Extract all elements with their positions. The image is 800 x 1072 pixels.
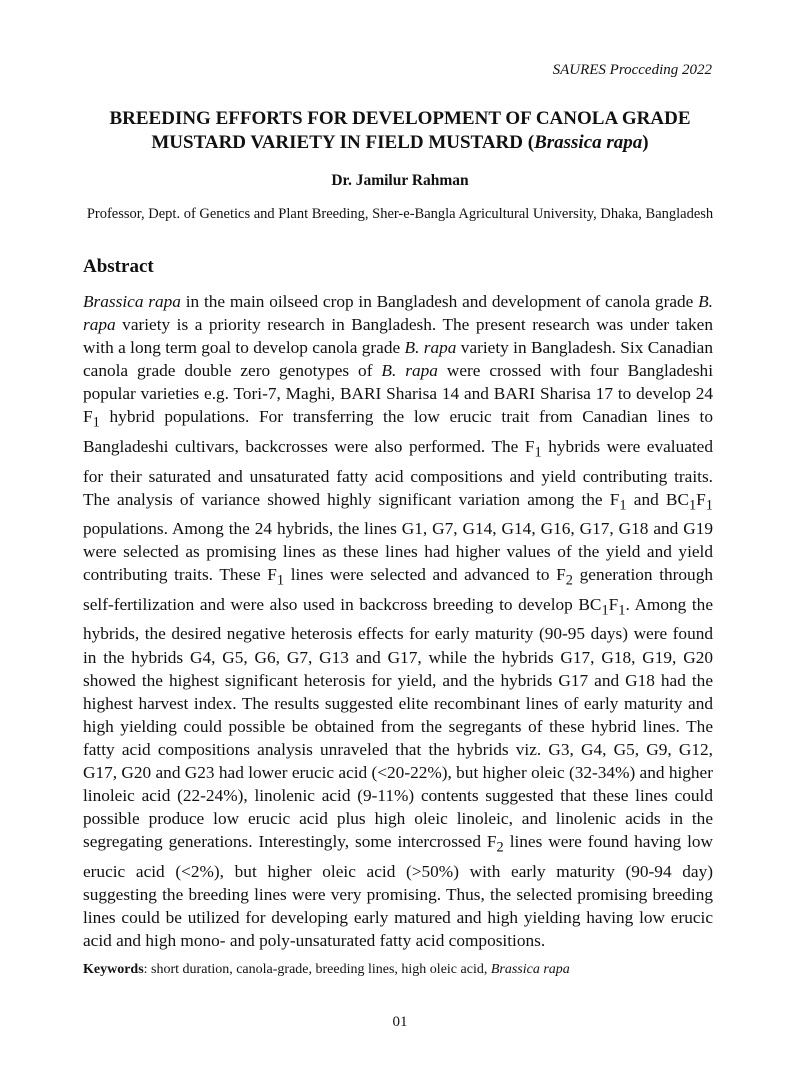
species-name: Brassica rapa bbox=[83, 292, 181, 311]
keywords-label: Keywords bbox=[83, 962, 144, 977]
abstract-text: variety is a priority research in Bangladesh. The present research was under taken with a long term goal to develop canola grade bbox=[83, 315, 713, 358]
abstract-text: hybrids were evaluated for their saturated and unsaturated fatty acid compositions and yield contributing traits. The analysis of variance showed highly significant variation among the F bbox=[83, 437, 713, 509]
abstract-text: lines were found having low erucic acid (<2%), but higher oleic acid (>50%) with early maturity (90-94 day) suggesting the breeding lines were very promising. Thus, the selected promising breeding lines could be utilized for developing early matured and high yielding having low erucic acid and high mono- and poly-unsaturated fatty acid compositions. bbox=[83, 832, 713, 951]
author-affiliation: Professor, Dept. of Genetics and Plant Breeding, Sher-e-Bangla Agricultural University, Dhaka, Bangladesh bbox=[86, 206, 714, 222]
keywords-species: Brassica rapa bbox=[490, 962, 570, 977]
subscript: 1 bbox=[705, 497, 713, 514]
keywords-line bbox=[83, 962, 723, 978]
subscript: 1 bbox=[618, 602, 626, 619]
species-name: B. rapa bbox=[83, 292, 713, 335]
abstract-text: populations. Among the 24 hybrids, the lines G1, G7, G14, G14, G16, G17, G18 and G19 were selected as promising lines as these lines had higher values of the yield and yield contributing traits. These F bbox=[83, 519, 713, 585]
subscript: 1 bbox=[688, 497, 697, 514]
abstract-text: were crossed with four Bangladeshi popular varieties e.g. Tori-7, Maghi, BARI Sharisa 14 and BARI Sharisa 17 to develop 24 F bbox=[83, 361, 714, 427]
abstract-text: F bbox=[696, 489, 706, 509]
keywords-text: : short duration, canola-grade, breeding lines, high oleic acid, bbox=[143, 962, 491, 977]
subscript: 1 bbox=[276, 572, 285, 589]
species-name: B. rapa bbox=[381, 361, 438, 381]
title-line-2-prefix: MUSTARD VARIETY IN FIELD MUSTARD ( bbox=[151, 132, 535, 153]
abstract-text: lines were selected and advanced to F bbox=[284, 565, 566, 585]
abstract-heading: Abstract bbox=[83, 256, 154, 277]
paper-title bbox=[60, 107, 740, 155]
subscript: 2 bbox=[565, 572, 573, 589]
page-number: 01 bbox=[392, 1014, 408, 1030]
author-name: Dr. Jamilur Rahman bbox=[331, 172, 469, 189]
title-line-1: BREEDING EFFORTS FOR DEVELOPMENT OF CANOLA GRADE bbox=[109, 108, 691, 129]
subscript: 2 bbox=[496, 839, 504, 856]
abstract-text: generation through self-fertilization and were also used in backcross breeding to develop BC bbox=[83, 565, 713, 614]
title-line-2-suffix: ) bbox=[642, 132, 649, 153]
abstract-text: hybrid populations. For transferring the low erucic trait from Canadian lines to Bangladeshi cultivars, backcrosses were also performed. The F bbox=[83, 407, 713, 457]
running-head: SAURES Procceding 2022 bbox=[552, 62, 712, 78]
abstract-text: . Among the hybrids, the desired negative heterosis effects for early maturity (90-95 days) were found in the hybrids G4, G5, G6, G7, G13 and G17, while the hybrids G17, G18, G19, G20 showed the highest significant heterosis for yield, and the hybrids G17 and G18 had the highest harvest index. The results suggested elite recombinant lines of early maturity and high yielding could possible be obtained from the segregants of these hybrid lines. The fatty acid compositions analysis unraveled that the hybrids viz. G3, G4, G5, G9, G12, G17, G20 and G23 had lower erucic acid (<20-22%), but higher oleic (32-34%) and higher linoleic acid (22-24%), linolenic acid (9-11%) contents suggested that these lines could possible produce low erucic acid plus high oleic linoleic, and linolenic acids in the segregating generations. Interestingly, some intercrossed F bbox=[83, 594, 713, 852]
abstract-text: in the main oilseed crop in Bangladesh and development of canola grade bbox=[180, 292, 699, 311]
subscript: 1 bbox=[601, 602, 609, 619]
subscript: 1 bbox=[534, 444, 542, 461]
abstract-body bbox=[83, 290, 713, 952]
abstract-text: and BC bbox=[626, 489, 689, 509]
title-species: Brassica rapa bbox=[534, 132, 643, 153]
subscript: 1 bbox=[619, 497, 627, 514]
abstract-text: F bbox=[608, 594, 619, 614]
subscript: 1 bbox=[92, 414, 100, 431]
species-name: B. rapa bbox=[404, 338, 457, 358]
abstract-text: variety in Bangladesh. Six Canadian canola grade double zero genotypes of bbox=[83, 338, 713, 381]
